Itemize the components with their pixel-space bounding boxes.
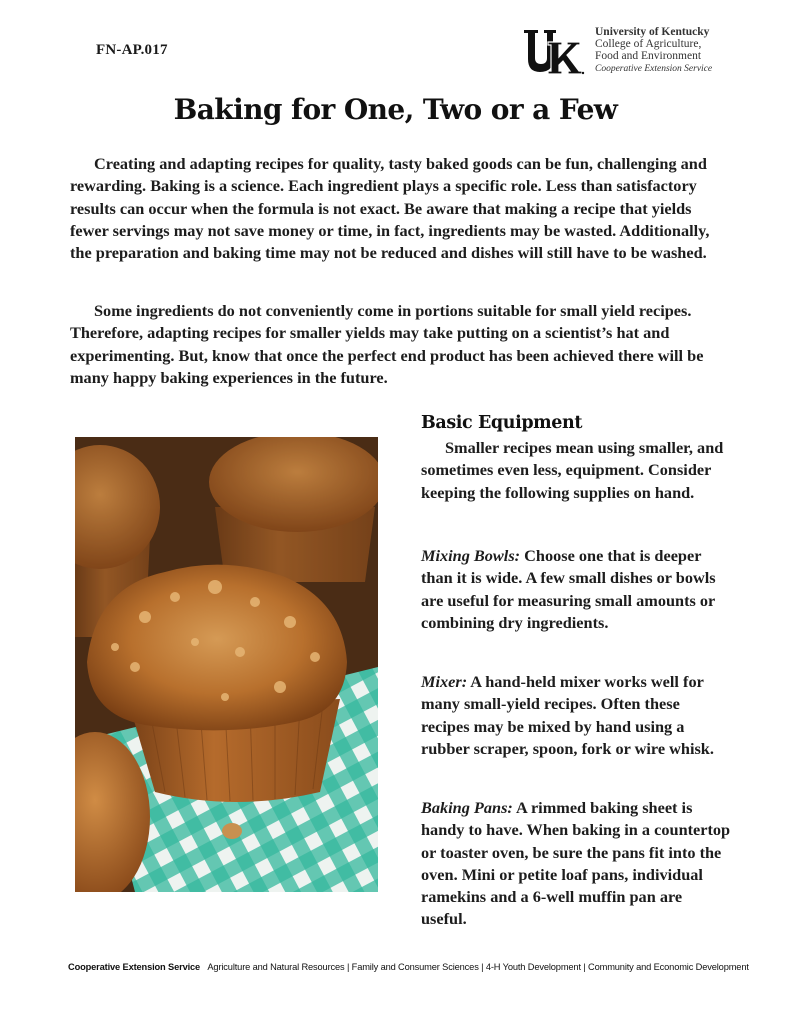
section-heading-basic-equipment: Basic Equipment bbox=[421, 413, 583, 433]
uk-logo-mark-icon bbox=[522, 28, 586, 76]
muffin-photo-illustration bbox=[75, 437, 378, 892]
equipment-description: Choose one that is deeper than it is wide. A few small dishes or bowls are useful for measuring small amounts or combining dry ingredients. bbox=[421, 546, 716, 632]
equipment-term: Mixer: bbox=[421, 672, 468, 691]
logo-service: Cooperative Extension Service bbox=[595, 64, 713, 74]
equipment-term: Mixing Bowls: bbox=[421, 546, 521, 565]
equipment-intro: Smaller recipes mean using smaller, and sometimes even less, equipment. Consider keeping the following supplies on hand. bbox=[421, 438, 724, 502]
equipment-description: A hand-held mixer works well for many small-yield recipes. Often these recipes may be mixed by hand using a rubber scraper, spoon, fork or wire whisk. bbox=[421, 672, 714, 758]
footer-brand: Cooperative Extension Service bbox=[68, 962, 201, 972]
background-muffin-right bbox=[209, 437, 378, 582]
logo-university: University of Kentucky bbox=[595, 26, 710, 38]
equipment-term: Baking Pans: bbox=[421, 798, 513, 817]
footer-programs: Agriculture and Natural Resources | Family and Consumer Sciences | 4-H Youth Development | Community and Economic Development bbox=[207, 962, 749, 972]
equipment-item-mixing-bowls bbox=[421, 545, 731, 634]
loose-walnut bbox=[222, 823, 242, 839]
footer bbox=[68, 962, 749, 972]
logo-college-line2: Food and Environment bbox=[595, 50, 702, 62]
page-title: Baking for One, Two or a Few bbox=[173, 93, 618, 126]
equipment-item-baking-pans bbox=[421, 797, 731, 931]
intro-paragraph-1: Creating and adapting recipes for quality, tasty baked goods can be fun, challenging and rewarding. Baking is a science. Each ingredient plays a specific role. Less than satisfactory results can occur when the formula is not exact. Be aware that making a recipe that yields fewer servings may not save money or time, in fact, ingredients may be wasted. Additionally, the preparation and baking time may not be reduced and dishes will still have to be washed. bbox=[70, 154, 710, 263]
equipment-item-mixer bbox=[421, 671, 731, 760]
uk-logo bbox=[522, 26, 742, 78]
intro-paragraph-2: Some ingredients do not conveniently come in portions suitable for small yield recipes. Therefore, adapting recipes for smaller yields may take putting on a scientist’s hat and experimenting. But, know that once the perfect end product has been achieved there will be many happy baking experiences in the future. bbox=[70, 301, 704, 387]
logo-wordmark bbox=[595, 26, 712, 75]
equipment-description: A rimmed baking sheet is handy to have. When baking in a countertop or toaster oven, be sure the pans fit into the oven. Mini or petite loaf pans, individual ramekins and a 6-well muffin pan are useful. bbox=[421, 798, 731, 929]
muffin-photo bbox=[75, 437, 378, 892]
logo-college-line1: College of Agriculture, bbox=[595, 38, 702, 50]
document-id: FN-AP.017 bbox=[96, 42, 168, 58]
